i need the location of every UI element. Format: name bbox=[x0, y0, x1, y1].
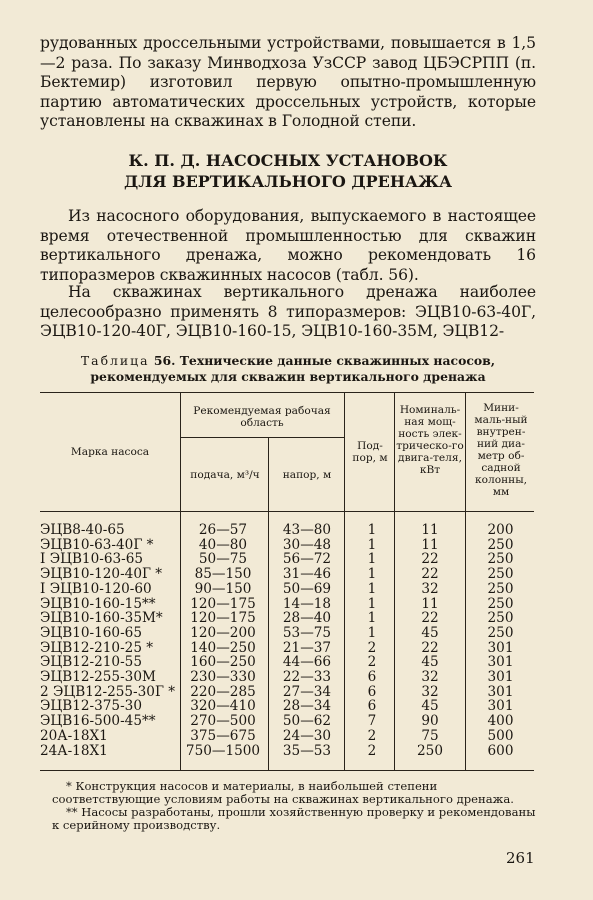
cell-pump-brand: 20А-18X1 bbox=[40, 727, 108, 744]
cell-head: 21—37 bbox=[282, 639, 332, 656]
cell-pump-brand: ЭЦВ12-255-30М bbox=[40, 669, 156, 685]
cell-submergence: 2 bbox=[367, 742, 377, 759]
cell-flow: 40—80 bbox=[198, 536, 248, 553]
cell-submergence: 2 bbox=[367, 654, 377, 671]
table-row bbox=[40, 567, 534, 582]
cell-power: 32 bbox=[421, 580, 439, 597]
cell-diameter: 301 bbox=[487, 698, 514, 715]
cell-submergence: 6 bbox=[367, 683, 377, 700]
cell-diameter: 200 bbox=[487, 522, 514, 538]
cell-flow: 220—285 bbox=[190, 683, 256, 700]
work-range-divider bbox=[180, 437, 344, 438]
table-header-bottom-rule bbox=[40, 511, 534, 512]
cell-flow: 160—250 bbox=[190, 654, 256, 671]
cell-head: 56—72 bbox=[282, 551, 332, 568]
cell-power: 11 bbox=[421, 522, 439, 538]
cell-power: 250 bbox=[417, 742, 443, 759]
table-bottom-rule bbox=[40, 770, 534, 771]
cell-diameter: 250 bbox=[487, 536, 514, 553]
cell-power: 11 bbox=[421, 536, 439, 553]
cell-power: 22 bbox=[421, 610, 439, 627]
paragraph-1: Из насосного оборудования, выпускаемого в настоящее время отечественной промышленностью для скважин вертикального дренажа, можно рекомендовать 16 типоразмеров скважинных насосов (табл. 56). bbox=[40, 207, 536, 284]
table-row bbox=[40, 729, 534, 744]
cell-head: 28—40 bbox=[282, 610, 332, 627]
footnote-2: ** Насосы разработаны, прошли хозяйственную проверку и рекомендованы к серийному производству. bbox=[52, 805, 536, 832]
cell-diameter: 250 bbox=[487, 595, 514, 612]
cell-pump-brand: ЭЦВ12-375-30 bbox=[40, 698, 142, 715]
footnote-1: * Конструкция насосов и материалы, в наибольшей степени соответствующие условиям работы на скважинах вертикального дренажа. bbox=[52, 779, 514, 806]
cell-power: 45 bbox=[421, 624, 439, 641]
cell-submergence: 2 bbox=[367, 639, 377, 656]
cell-flow: 320—410 bbox=[190, 698, 256, 715]
cell-diameter: 250 bbox=[487, 624, 514, 641]
cell-power: 32 bbox=[421, 669, 439, 685]
cell-submergence: 1 bbox=[367, 580, 377, 597]
cell-pump-brand: ЭЦВ10-160-35М* bbox=[40, 610, 163, 627]
cell-diameter: 500 bbox=[487, 727, 514, 744]
cell-submergence: 2 bbox=[367, 727, 377, 744]
cell-flow: 230—330 bbox=[190, 669, 256, 685]
cell-diameter: 250 bbox=[487, 580, 514, 597]
paragraph-2: На скважинах вертикального дренажа наиболее целесообразно применять 8 типоразмеров: ЭЦВ10-63-40Г, ЭЦВ10-120-40Г, ЭЦВ10-160-15, ЭЦВ10-160-35М, ЭЦВ12- bbox=[40, 283, 536, 340]
cell-head: 44—66 bbox=[282, 654, 332, 671]
cell-flow: 120—175 bbox=[190, 595, 256, 612]
cell-head: 30—48 bbox=[282, 536, 332, 553]
cell-submergence: 7 bbox=[367, 713, 377, 730]
cell-submergence: 1 bbox=[367, 624, 377, 641]
cell-flow: 50—75 bbox=[198, 551, 248, 568]
table-row bbox=[40, 523, 534, 538]
cell-head: 43—80 bbox=[282, 522, 332, 538]
cell-head: 24—30 bbox=[282, 727, 332, 744]
cell-power: 90 bbox=[421, 713, 439, 730]
cell-power: 45 bbox=[421, 654, 439, 671]
cell-pump-brand: ЭЦВ10-160-15** bbox=[40, 595, 156, 612]
table-caption-label: Таблица bbox=[80, 353, 150, 368]
cell-flow: 750—1500 bbox=[185, 742, 261, 759]
cell-submergence: 1 bbox=[367, 566, 377, 583]
intro-paragraph: рудованных дроссельными устройствами, повышается в 1,5—2 раза. По заказу Минводхоза УзССР завод ЦБЭСРПП (п. Бектемир) изготовил первую опытно-промышленную партию автоматических дроссельных устройств, которые установлены на скважинах в Голодной степи. bbox=[40, 34, 536, 130]
cell-diameter: 301 bbox=[487, 654, 514, 671]
cell-submergence: 1 bbox=[367, 595, 377, 612]
cell-flow: 375—675 bbox=[190, 727, 256, 744]
cell-pump-brand: I ЭЦВ10-63-65 bbox=[40, 551, 144, 568]
cell-diameter: 301 bbox=[487, 683, 514, 700]
cell-pump-brand: ЭЦВ10-160-65 bbox=[40, 624, 142, 641]
cell-submergence: 1 bbox=[367, 610, 377, 627]
header-head: напор, м bbox=[282, 469, 332, 481]
cell-pump-brand: I ЭЦВ10-120-60 bbox=[40, 580, 152, 597]
table-row bbox=[40, 582, 534, 597]
cell-power: 22 bbox=[421, 566, 439, 583]
cell-diameter: 250 bbox=[487, 566, 514, 583]
cell-diameter: 301 bbox=[487, 669, 514, 685]
cell-pump-brand: 24А-18X1 bbox=[40, 742, 108, 759]
cell-flow: 85—150 bbox=[194, 566, 252, 583]
cell-flow: 120—200 bbox=[190, 624, 256, 641]
cell-flow: 90—150 bbox=[194, 580, 252, 597]
cell-head: 27—34 bbox=[282, 683, 332, 700]
cell-pump-brand: ЭЦВ12-210-55 bbox=[40, 654, 142, 671]
cell-flow: 26—57 bbox=[198, 522, 248, 538]
table-caption-line-1: 56. Технические данные скважинных насосов, bbox=[149, 353, 496, 368]
section-heading-line-1: К. П. Д. НАСОСНЫХ УСТАНОВОК bbox=[128, 151, 448, 170]
cell-power: 22 bbox=[421, 551, 439, 568]
cell-submergence: 1 bbox=[367, 522, 377, 538]
cell-power: 32 bbox=[421, 683, 439, 700]
table-row bbox=[40, 611, 534, 626]
cell-submergence: 6 bbox=[367, 669, 377, 685]
header-diameter: Мини-маль-ный внутрен-ний диа-метр об-садной колонны, мм bbox=[474, 402, 528, 498]
cell-diameter: 600 bbox=[487, 742, 514, 759]
cell-diameter: 301 bbox=[487, 639, 514, 656]
cell-diameter: 400 bbox=[487, 713, 514, 730]
cell-pump-brand: 2 ЭЦВ12-255-30Г * bbox=[40, 683, 176, 700]
cell-flow: 140—250 bbox=[190, 639, 256, 656]
header-pump-brand: Марка насоса bbox=[70, 446, 150, 458]
cell-head: 28—34 bbox=[282, 698, 332, 715]
cell-submergence: 6 bbox=[367, 698, 377, 715]
header-work-range: Рекомендуемая рабочая область bbox=[193, 405, 331, 429]
table-caption-line-2: рекомендуемых для скважин вертикального дренажа bbox=[90, 369, 486, 384]
cell-power: 45 bbox=[421, 698, 439, 715]
cell-head: 53—75 bbox=[282, 624, 332, 641]
cell-diameter: 250 bbox=[487, 551, 514, 568]
page-number: 261 bbox=[506, 849, 535, 867]
cell-pump-brand: ЭЦВ10-63-40Г * bbox=[40, 536, 154, 553]
cell-diameter: 250 bbox=[487, 610, 514, 627]
table-row bbox=[40, 626, 534, 641]
cell-flow: 270—500 bbox=[190, 713, 256, 730]
cell-head: 14—18 bbox=[282, 595, 332, 612]
cell-submergence: 1 bbox=[367, 551, 377, 568]
cell-power: 11 bbox=[421, 595, 439, 612]
cell-pump-brand: ЭЦВ12-210-25 * bbox=[40, 639, 154, 656]
cell-head: 50—69 bbox=[282, 580, 332, 597]
header-power: Номиналь-ная мощ-ность элек-трическо-го двига-теля, кВт bbox=[396, 404, 464, 476]
table-row bbox=[40, 744, 534, 759]
header-flow: подача, м³/ч bbox=[190, 469, 260, 481]
cell-pump-brand: ЭЦВ10-120-40Г * bbox=[40, 566, 163, 583]
cell-flow: 120—175 bbox=[190, 610, 256, 627]
table-top-rule bbox=[40, 392, 534, 393]
section-heading-line-2: ДЛЯ ВЕРТИКАЛЬНОГО ДРЕНАЖА bbox=[124, 172, 452, 191]
cell-power: 75 bbox=[421, 727, 439, 744]
cell-pump-brand: ЭЦВ8-40-65 bbox=[40, 522, 125, 538]
cell-head: 22—33 bbox=[282, 669, 332, 685]
cell-head: 50—62 bbox=[282, 713, 332, 730]
table-caption bbox=[40, 353, 536, 385]
table-row bbox=[40, 714, 534, 729]
section-heading bbox=[40, 150, 536, 192]
cell-power: 22 bbox=[421, 639, 439, 656]
header-submergence: Под-пор, м bbox=[352, 440, 388, 464]
cell-head: 35—53 bbox=[282, 742, 332, 759]
cell-submergence: 1 bbox=[367, 536, 377, 553]
cell-head: 31—46 bbox=[282, 566, 332, 583]
table-row bbox=[40, 670, 534, 685]
cell-pump-brand: ЭЦВ16-500-45** bbox=[40, 713, 156, 730]
